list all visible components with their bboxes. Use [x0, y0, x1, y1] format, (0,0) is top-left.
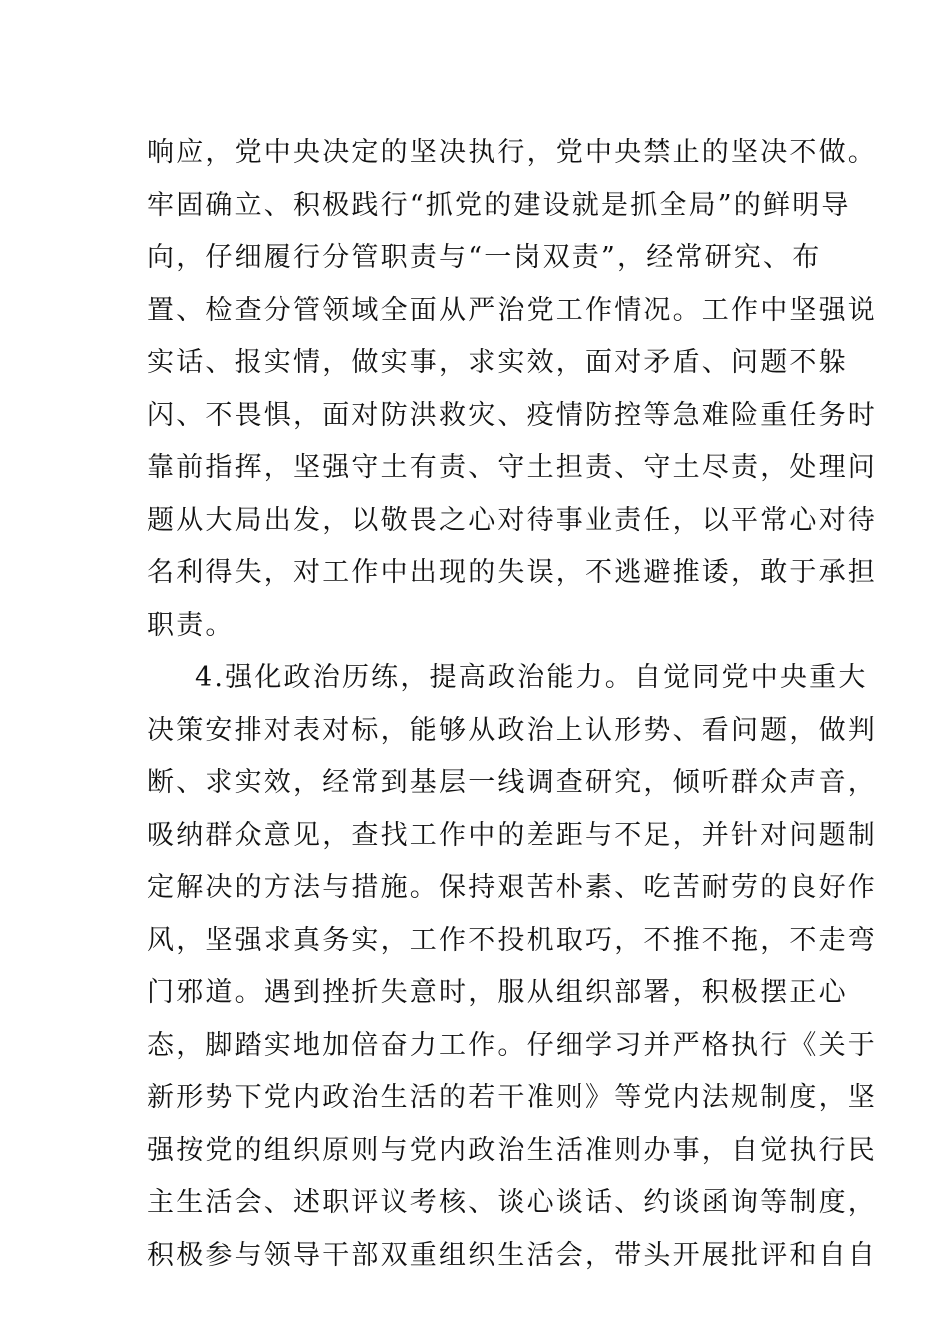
text-line: 靠前指挥，坚强守土有责、守土担责、守土尽责，处理问 — [147, 452, 877, 483]
text-line: 风，坚强求真务实，工作不投机取巧，不推不拖，不走弯 — [147, 924, 877, 956]
text-line: 门邪道。遇到挫折失意时，服从组织部署，积极摆正心 — [147, 977, 848, 1008]
text-line: 题从大局出发，以敬畏之心对待事业责任，以平常心对待 — [147, 504, 877, 536]
text-line: 新形势下党内政治生活的若干准则》等党内法规制度，坚 — [147, 1082, 877, 1113]
text-line: 定解决的方法与措施。保持艰苦朴素、吃苦耐劳的良好作 — [147, 872, 877, 903]
document-body — [147, 127, 877, 1282]
text-line: 置、检查分管领域全面从严治党工作情况。工作中坚强说 — [147, 294, 877, 326]
text-line: 吸纳群众意见，查找工作中的差距与不足，并针对问题制 — [147, 819, 877, 851]
paragraph-heading-line: 4.强化政治历练，提高政治能力。自觉同党中央重大 — [195, 662, 868, 693]
text-line: 响应，党中央决定的坚决执行，党中央禁止的坚决不做。 — [147, 137, 877, 168]
text-line: 断、求实效，经常到基层一线调查研究，倾听群众声音， — [147, 767, 877, 798]
text-line: 决策安排对表对标，能够从政治上认形势、看问题，做判 — [147, 714, 877, 746]
text-line: 实话、报实情，做实事，求实效，面对矛盾、问题不躲 — [147, 347, 848, 378]
text-line: 牢固确立、积极践行“抓党的建设就是抓全局”的鲜明导 — [147, 189, 851, 221]
text-line: 强按党的组织原则与党内政治生活准则办事，自觉执行民 — [147, 1134, 877, 1166]
text-line: 主生活会、述职评议考核、谈心谈话、约谈函询等制度， — [147, 1187, 877, 1218]
text-line: 向，仔细履行分管职责与“一岗双责”，经常研究、布 — [147, 242, 822, 273]
text-line: 职责。 — [147, 609, 235, 641]
text-line: 名利得失，对工作中出现的失误，不逃避推诿，敢于承担 — [147, 557, 877, 588]
text-line: 积极参与领导干部双重组织生活会，带头开展批评和自自 — [147, 1239, 877, 1271]
text-line: 闪、不畏惧，面对防洪救灾、疫情防控等急难险重任务时 — [147, 399, 877, 431]
text-line: 态，脚踏实地加倍奋力工作。仔细学习并严格执行《关于 — [147, 1029, 877, 1061]
